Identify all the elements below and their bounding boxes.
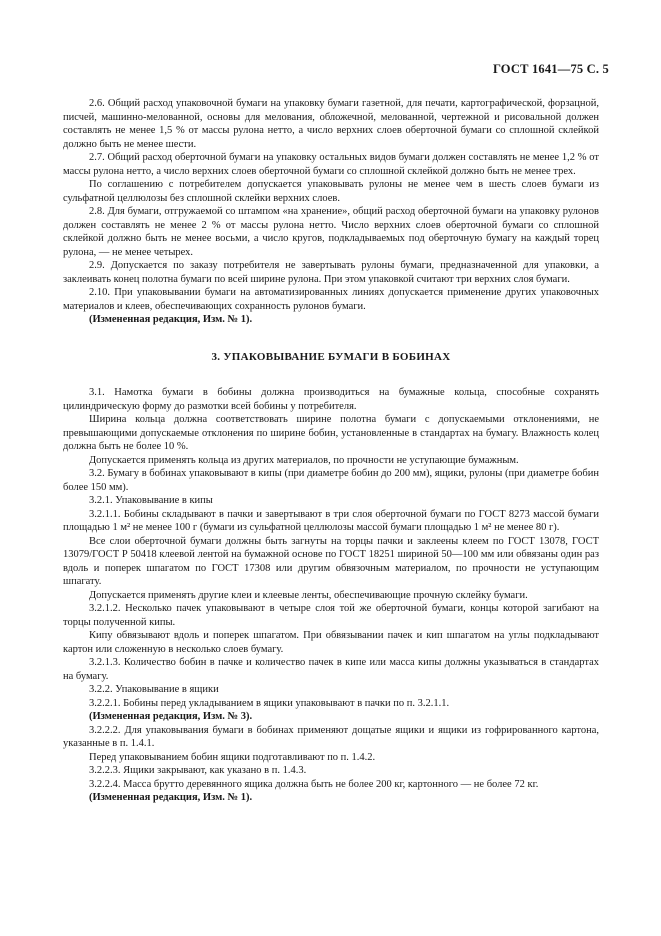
paragraph-3-2-2-2: 3.2.2.2. Для упаковывания бумаги в бобинах применяют дощатые ящики и ящики из гофрированного картона, указанные в п. 1.4.1. [63, 724, 599, 749]
revision-note: (Измененная редакция, Изм. № 1). [89, 314, 253, 325]
paragraph-3-1-width: Ширина кольца должна соответствовать ширине полотна бумаги с допускаемыми отклонениями, не превышающими допускаемые отклонения по ширине бобин, установленные в стандартах на бумагу. Влажность колец должна быть не более 10 %. [63, 414, 599, 452]
paragraph-3-2-1: 3.2.1. Упаковывание в кипы [89, 495, 213, 506]
paragraph-3-2-1-1: 3.2.1.1. Бобины складывают в пачки и завертывают в три слоя оберточной бумаги по ГОСТ 8273 массой бумаги площадью 1 м² не менее 100 г (бумаги из сульфатной целлюлозы массой бумаги площадью 1 м² не менее 80 г). [63, 508, 599, 533]
paragraph-2-10: 2.10. При упаковывании бумаги на автоматизированных линиях допускается применение других упаковочных материалов и клеев, обеспечивающих сохранность рулонов бумаги. [63, 287, 599, 312]
revision-note-end: (Измененная редакция, Изм. № 1). [89, 792, 253, 803]
paragraph-3-2-1-3: 3.2.1.3. Количество бобин в пачке и количество пачек в кипе или масса кипы должны указываться в стандартах на бумагу. [63, 657, 599, 682]
paragraph-3-2-2-4: 3.2.2.4. Масса брутто деревянного ящика должна быть не более 200 кг, картонного — не более 72 кг. [89, 778, 539, 790]
paragraph-3-2-2: 3.2.2. Упаковывание в ящики [89, 684, 219, 695]
paragraph-3-2-1-2: 3.2.1.2. Несколько пачек упаковывают в четыре слоя той же оберточной бумаги, концы которой загибают на торцы полученной кипы. [63, 603, 599, 628]
paragraph-3-2-2-2-prep: Перед упаковыванием бобин ящики подготавливают по п. 1.4.2. [89, 751, 376, 763]
revision-note-3: (Измененная редакция, Изм. № 3). [89, 711, 253, 722]
page-header: ГОСТ 1641—75 С. 5 [492, 62, 609, 76]
paragraph-2-9: 2.9. Допускается по заказу потребителя не завертывать рулоны бумаги, предназначенной для упаковки, а заклеивать конец полотна бумаги по всей ширине рулона. При этом упаковкой считают три верхних слоя бумаги. [63, 260, 599, 285]
section-title: 3. УПАКОВЫВАНИЕ БУМАГИ В БОБИНАХ [211, 350, 451, 363]
paragraph-3-2: 3.2. Бумагу в бобинах упаковывают в кипы (при диаметре бобин до 200 мм), ящики, рулоны (при диаметре бобин более 150 мм). [63, 468, 599, 493]
paragraph-2-8: 2.8. Для бумаги, отгружаемой со штампом «на хранение», общий расход оберточной бумаги на упаковку рулонов должен составлять не менее 2 % от массы рулона нетто. Число верхних слоев оберточной бумаги со сплошной склейкой должно быть не менее восьми, а число кругов, подкладываемых под оберточную бумагу на каждый торец рулона, — не менее четырех. [63, 206, 599, 258]
paragraph-3-2-1-1-layers: Все слои оберточной бумаги должны быть загнуты на торцы пачки и заклеены клеем по ГОСТ 13078, ГОСТ 13079/ГОСТ Р 50418 клеевой лентой на бумажной основе по ГОСТ 18251 шириной 50—100 мм или обвязаны один раз вдоль и поперек шпагатом по ГОСТ 17308 или другим обвязочным материалом, по прочности не уступающим шпагату. [63, 535, 599, 587]
paragraph-3-2-1-2-tie: Кипу обвязывают вдоль и поперек шпагатом. При обвязывании пачек и кип шпагатом на углы подкладывают картон или сложенную в несколько слоев бумагу. [63, 630, 599, 655]
paragraph-2-6: 2.6. Общий расход упаковочной бумаги на упаковку бумаги газетной, для печати, картографической, форзацной, писчей, машинно-мелованной, основы для мелования, обложечной, мелованной, чертежной и рисовальной должен составлять не менее 1,5 % от массы рулона нетто, а число верхних слоев оберточной бумаги со сплошной склейкой должно быть не менее шести. [63, 98, 599, 150]
document-body [63, 97, 599, 805]
paragraph-3-1: 3.1. Намотка бумаги в бобины должна производиться на бумажные кольца, способные сохранять цилиндрическую форму до размотки всей бобины у потребителя. [63, 387, 599, 412]
paragraph-3-1-materials: Допускается применять кольца из других материалов, по прочности не уступающие бумажным. [89, 454, 519, 466]
paragraph-3-2-1-1-glue: Допускается применять другие клеи и клеевые ленты, обеспечивающие прочную склейку бумаги. [89, 589, 528, 601]
paragraph-2-7: 2.7. Общий расход оберточной бумаги на упаковку остальных видов бумаги должен составлять не менее 1,2 % от массы рулона нетто, а число верхних слоев оберточной бумаги со сплошной склейкой должно быть не менее трех. [63, 152, 599, 177]
paragraph-3-2-2-3: 3.2.2.3. Ящики закрывают, как указано в п. 1.4.3. [89, 765, 307, 776]
paragraph-2-7-note: По соглашению с потребителем допускается упаковывать рулоны не менее чем в шесть слоев бумаги из сульфатной целлюлозы без сплошной склейки верхних слоев. [63, 179, 599, 204]
paragraph-3-2-2-1: 3.2.2.1. Бобины перед укладыванием в ящики упаковывают в пачки по п. 3.2.1.1. [89, 697, 450, 709]
